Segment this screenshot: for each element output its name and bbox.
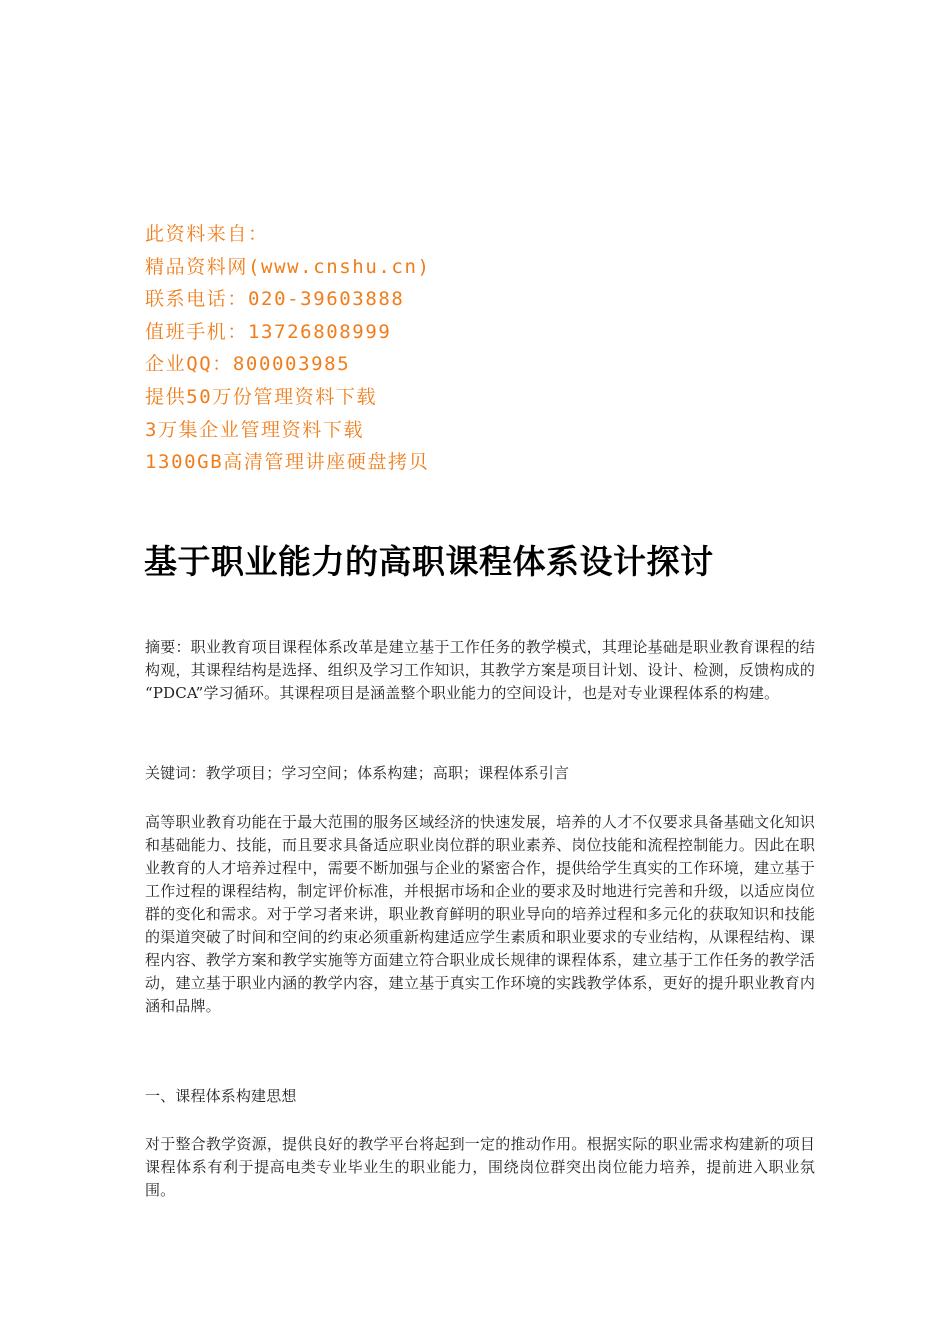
- keywords-line: 关键词：教学项目；学习空间；体系构建；高职；课程体系引言: [145, 764, 570, 782]
- promo-offer-line: 1300GB高清管理讲座硬盘拷贝: [145, 451, 430, 474]
- promo-offer-line: 3万集企业管理资料下载: [145, 418, 365, 441]
- document-title: 基于职业能力的高职课程体系设计探讨: [144, 542, 714, 581]
- abstract-paragraph: 摘要：职业教育项目课程体系改革是建立基于工作任务的教学模式，其理论基础是职业教育课程的结构观，其课程结构是选择、组织及学习工作知识，其教学方案是项目计划、设计、检测，反馈构成的 “PDCA”学习循环。其课程项目是涵盖整个职业能力的空间设计，也是对专业课程体系的构建。: [145, 638, 815, 702]
- promo-mobile-line: 值班手机：13726808999: [145, 320, 392, 343]
- promo-block: [145, 218, 845, 479]
- body-paragraph: 对于整合教学资源，提供良好的教学平台将起到一定的推动作用。根据实际的职业需求构建新的项目课程体系有利于提高电类专业毕业生的职业能力，围绕岗位群突出岗位能力培养，提前进入职业氛围。: [145, 1135, 815, 1199]
- section-heading: 一、课程体系构建思想: [145, 1087, 297, 1105]
- promo-offer-line: 提供50万份管理资料下载: [145, 385, 378, 408]
- promo-website-line: 精品资料网(www.cnshu.cn): [145, 255, 431, 278]
- intro-paragraph: 高等职业教育功能在于最大范围的服务区域经济的快速发展，培养的人才不仅要求具备基础文化知识和基础能力、技能，而且要求具备适应职业岗位群的职业素养、岗位技能和流程控制能力。因此在职业教育的人才培养过程中，需要不断加强与企业的紧密合作，提供给学生真实的工作环境，建立基于工作过程的课程结构，制定评价标准，并根据市场和企业的要求及时地进行完善和升级，以适应岗位群的变化和需求。对于学习者来讲，职业教育鲜明的职业导向的培养过程和多元化的获取知识和技能的渠道突破了时间和空间的约束必须重新构建适应学生素质和职业要求的专业结构，从课程结构、课程内容、教学方案和教学实施等方面建立符合职业成长规律的课程体系，建立基于工作任务的教学活动，建立基于职业内涵的教学内容，建立基于真实工作环境的实践教学体系，更好的提升职业教育内涵和品牌。: [145, 813, 815, 1015]
- promo-qq-line: 企业QQ：800003985: [145, 353, 351, 376]
- promo-phone-line: 联系电话：020-39603888: [145, 288, 405, 311]
- promo-source-line: 此资料来自：: [145, 223, 269, 245]
